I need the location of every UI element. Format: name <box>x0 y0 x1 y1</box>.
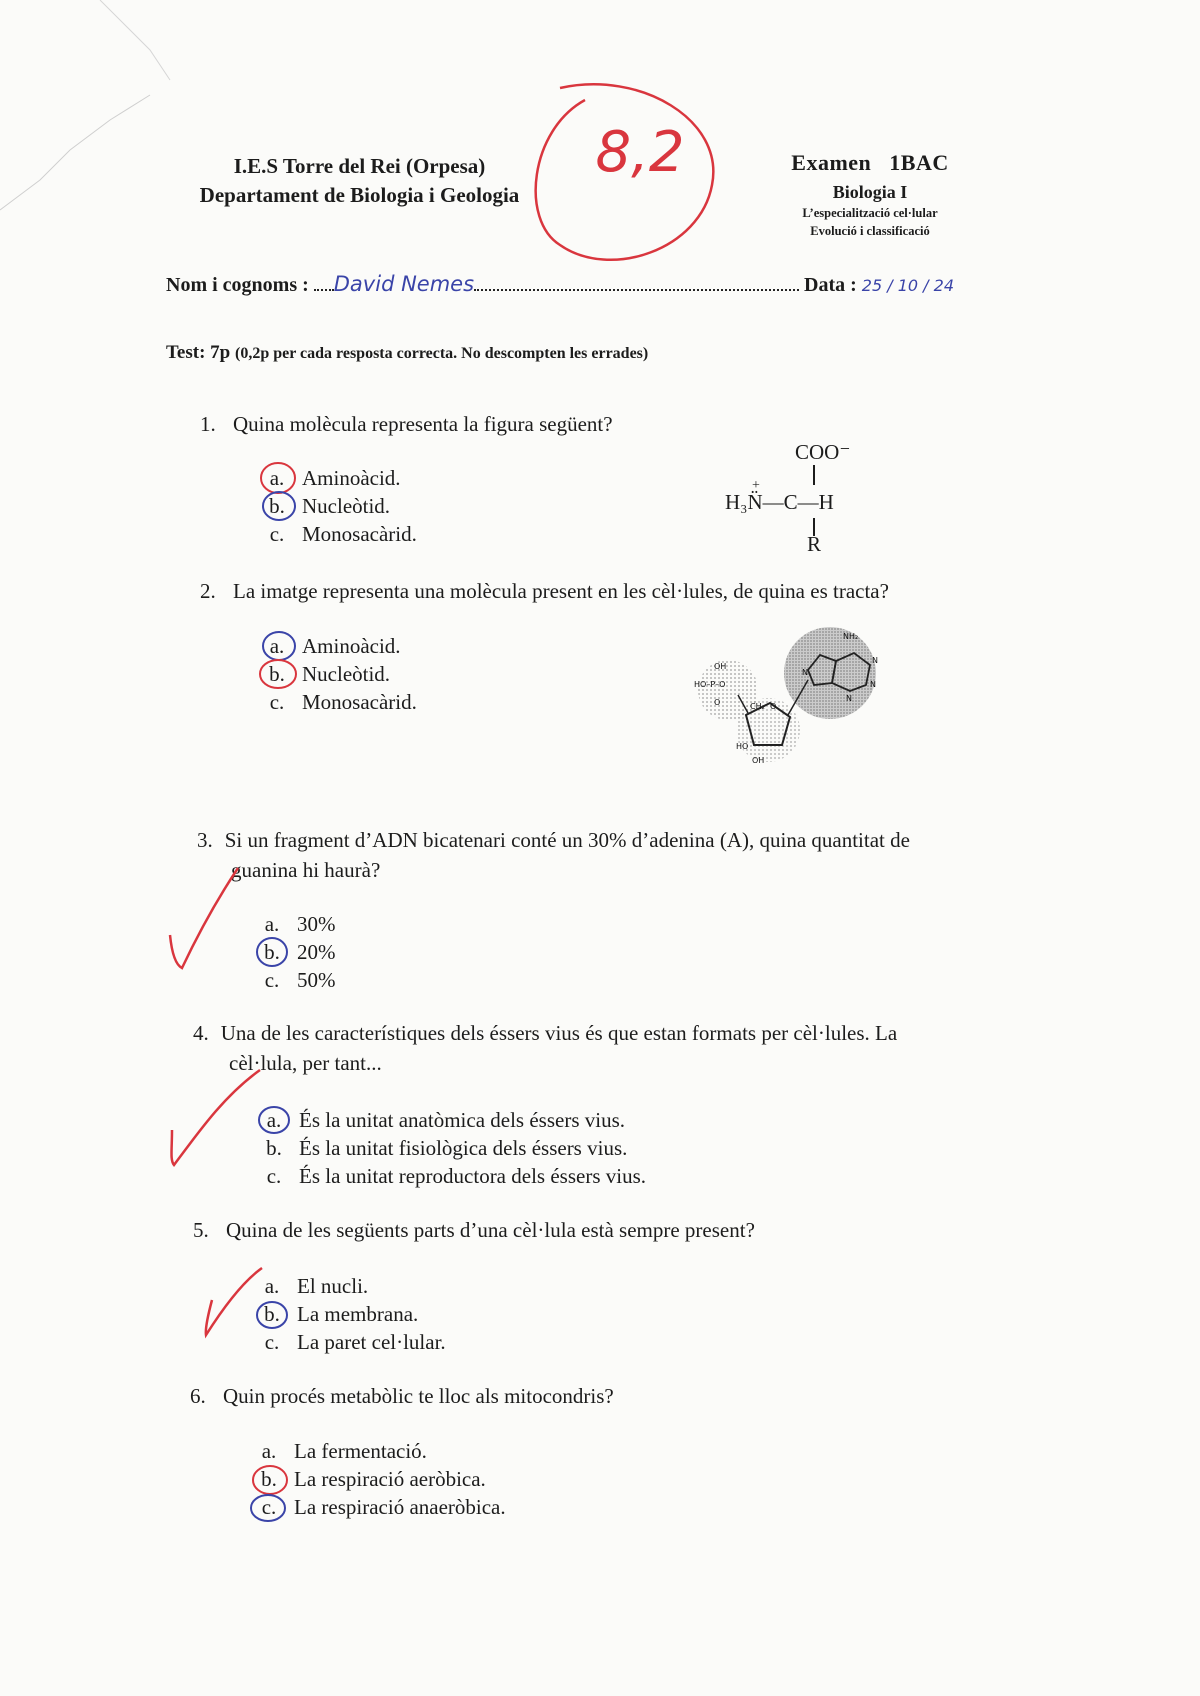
option-a[interactable]: a. La fermentació. <box>261 1439 427 1463</box>
test-points: Test: 7p <box>166 342 231 363</box>
ring-oxygen-label: O <box>770 702 777 711</box>
option-b[interactable]: b. Nucleòtid. <box>269 494 391 518</box>
date-label: Data : <box>804 274 857 296</box>
option-b[interactable]: b. És la unitat fisiològica dels éssers vius. <box>266 1136 628 1160</box>
school-header <box>167 152 552 210</box>
option-a[interactable]: a. 30% <box>264 912 336 936</box>
question-text: Quin procés metabòlic te lloc als mitocondris? <box>223 1384 614 1408</box>
question-4-options <box>259 1106 646 1190</box>
option-b[interactable]: b. La membrana. <box>264 1302 419 1326</box>
option-c[interactable]: c. La respiració anaeròbica. <box>261 1495 506 1519</box>
scan-artifact-line <box>100 0 170 80</box>
red-check-q4 <box>172 1070 261 1165</box>
option-a[interactable]: a. És la unitat anatòmica dels éssers vius. <box>266 1108 626 1132</box>
option-a[interactable]: a. El nucli. <box>264 1274 369 1298</box>
sugar-oh-label: OH <box>752 756 765 765</box>
base-group <box>784 627 876 719</box>
test-instructions <box>166 342 648 364</box>
option-c[interactable]: c. La paret cel·lular. <box>264 1330 446 1354</box>
exam-date: 25 / 10 / 24 <box>861 276 954 295</box>
option-a[interactable]: a. Aminoàcid. <box>269 466 401 490</box>
carboxyl-group-label: COO⁻ <box>795 440 851 464</box>
department-name: Departament de Biologia i Geologia <box>199 183 520 207</box>
option-c[interactable]: c. Monosacàrid. <box>269 690 417 714</box>
nitrogen-label-1: N <box>802 668 808 677</box>
school-name: I.E.S Torre del Rei (Orpesa) <box>233 154 486 178</box>
r-group-label: R <box>807 532 822 556</box>
question-2-options <box>262 632 417 716</box>
nitrogen-label-4: N <box>846 694 852 703</box>
phosphate-o-label: O <box>714 698 721 707</box>
amino-acid-structure <box>725 440 875 560</box>
question-text: La imatge representa una molècula present en les cèl·lules, de quina es tracta? <box>233 579 889 603</box>
student-name-line <box>166 272 976 297</box>
question-2 <box>200 576 889 606</box>
test-scoring-rule: (0,2p per cada resposta correcta. No descompten les errades) <box>234 345 649 362</box>
phosphate-label: HO–P–O <box>694 680 726 689</box>
ch2-label: CH₂ <box>750 702 765 711</box>
nucleotide-diagram <box>690 625 890 775</box>
scan-artifact-line <box>0 95 150 210</box>
question-3-options <box>257 910 336 994</box>
option-b[interactable]: b. La respiració aeròbica. <box>261 1467 486 1491</box>
option-b[interactable]: b. Nucleòtid. <box>269 662 391 686</box>
question-number: 4. <box>193 1021 209 1045</box>
question-5 <box>193 1215 755 1245</box>
question-number: 3. <box>197 828 213 852</box>
exam-header <box>760 150 980 239</box>
grade-mark: 8,2 <box>595 120 685 185</box>
question-1-options <box>262 464 417 548</box>
option-c[interactable]: c. 50% <box>264 968 336 992</box>
question-6-options <box>254 1437 506 1521</box>
question-3 <box>197 825 910 885</box>
name-label: Nom i cognoms : <box>166 274 309 296</box>
question-text-line-1: Si un fragment d’ADN bicatenari conté un 30% d’adenina (A), quina quantitat de <box>224 828 910 852</box>
option-a[interactable]: a. Aminoàcid. <box>269 634 401 658</box>
nitrogen-label-3: N <box>870 680 876 689</box>
question-text-line-2: cèl·lula, per tant... <box>229 1051 382 1075</box>
option-c[interactable]: c. És la unitat reproductora dels éssers vius. <box>266 1164 646 1188</box>
question-text: Quina de les següents parts d’una cèl·lula està sempre present? <box>226 1218 755 1242</box>
exam-topic-2: Evolució i classificació <box>810 224 930 238</box>
option-c[interactable]: c. Monosacàrid. <box>269 522 417 546</box>
option-b[interactable]: b. 20% <box>264 940 336 964</box>
nh2-label: NH₂ <box>843 632 859 641</box>
nitrogen-label-2: N <box>872 656 878 665</box>
question-1 <box>200 409 613 439</box>
phosphate-oh-label: OH <box>714 662 727 671</box>
charge-label: + <box>752 478 760 493</box>
question-4 <box>193 1018 897 1078</box>
question-number: 5. <box>193 1218 209 1242</box>
exam-subject: Biologia I <box>832 182 908 202</box>
question-text-line-2: guanina hi haurà? <box>231 858 381 882</box>
question-number: 1. <box>200 412 216 436</box>
question-6 <box>190 1381 614 1411</box>
red-check-q5 <box>206 1268 262 1335</box>
question-text: Quina molècula representa la figura següent? <box>233 412 613 436</box>
sugar-ho-label: HO <box>736 742 749 751</box>
amine-chain-label: H₃N̈—C—H <box>725 490 834 514</box>
exam-topic-1: L’especialització cel·lular <box>802 206 938 220</box>
question-number: 2. <box>200 579 216 603</box>
question-text-line-1: Una de les característiques dels éssers vius és que estan formats per cèl·lules. La <box>220 1021 898 1045</box>
exam-title: Examen 1BAC <box>791 150 949 175</box>
question-number: 6. <box>190 1384 206 1408</box>
question-5-options <box>257 1272 446 1356</box>
student-name: David Nemes <box>333 272 475 296</box>
